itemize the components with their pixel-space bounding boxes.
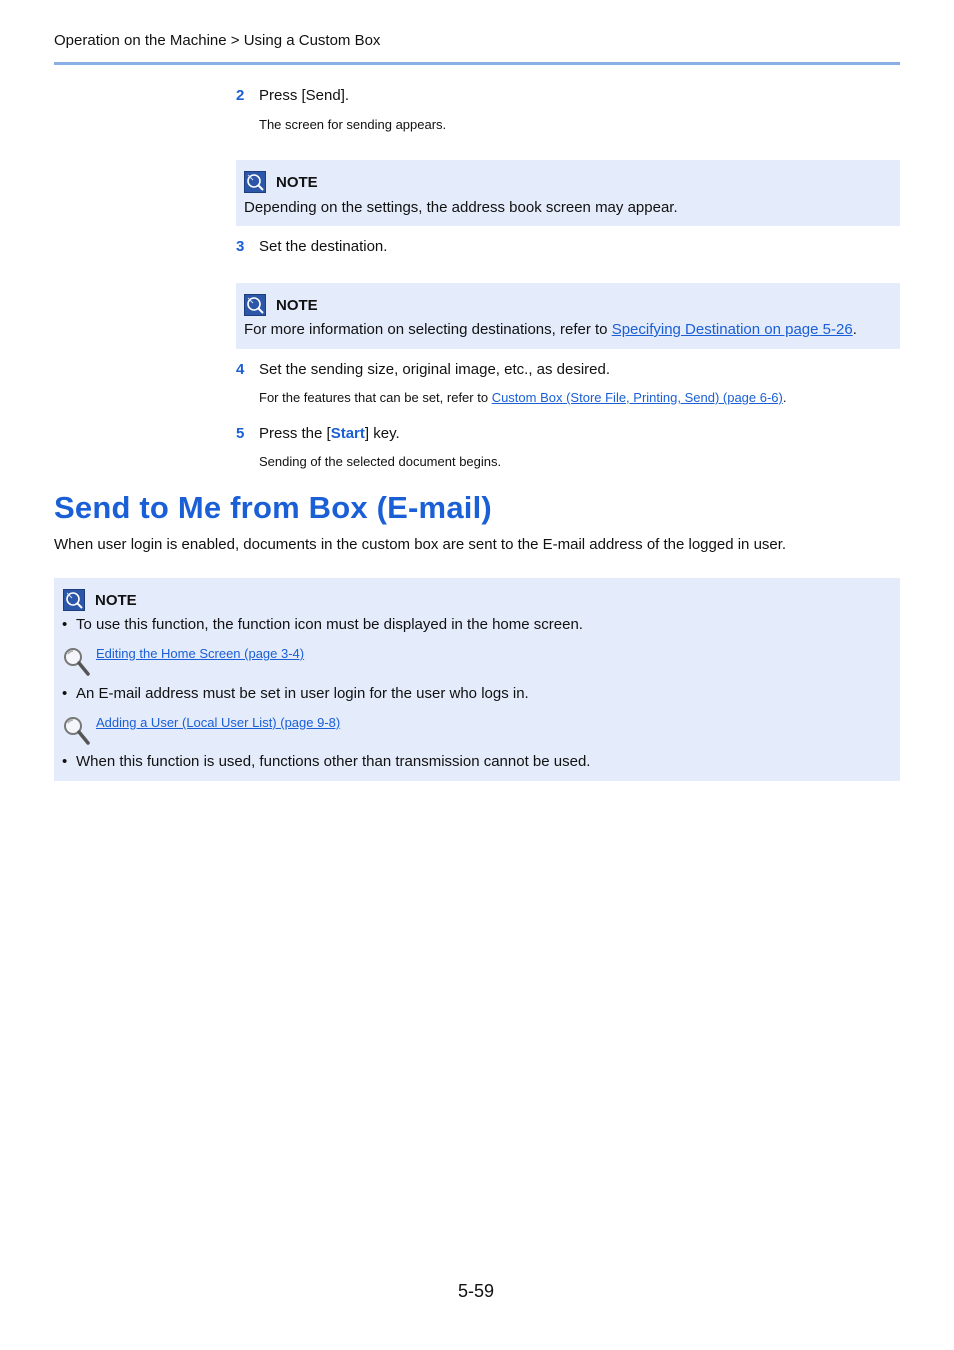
section-heading: Send to Me from Box (E-mail) bbox=[54, 490, 492, 525]
step-4-detail bbox=[259, 390, 787, 405]
header-breadcrumb: Operation on the Machine > Using a Custom Box bbox=[54, 32, 381, 49]
step-text-prefix: Press the [ bbox=[259, 425, 331, 442]
header-rule bbox=[54, 62, 900, 65]
step-4 bbox=[236, 361, 610, 378]
step-number: 5 bbox=[236, 425, 245, 442]
note-bullet bbox=[62, 685, 529, 702]
reference-link-row bbox=[62, 646, 304, 678]
step-text: Press [Send]. bbox=[259, 87, 350, 104]
step-number: 3 bbox=[236, 238, 245, 255]
bullet-mark: • bbox=[62, 753, 68, 770]
note-box bbox=[236, 160, 900, 226]
editing-home-screen-link[interactable]: Editing the Home Screen (page 3-4) bbox=[96, 646, 305, 661]
note-label: NOTE bbox=[276, 296, 318, 314]
step-2-detail: The screen for sending appears. bbox=[259, 117, 447, 132]
note-icon bbox=[244, 171, 266, 193]
step-text: Set the destination. bbox=[259, 238, 388, 255]
note-text-suffix: . bbox=[852, 321, 857, 338]
step-5-detail: Sending of the selected document begins. bbox=[259, 454, 502, 469]
note-label: NOTE bbox=[95, 591, 137, 609]
note-box bbox=[236, 283, 900, 349]
note-box bbox=[54, 578, 900, 781]
note-text bbox=[244, 321, 857, 338]
magnifier-icon bbox=[62, 715, 92, 747]
note-bullet bbox=[62, 753, 590, 770]
step-3 bbox=[236, 238, 387, 255]
bullet-text: When this function is used, functions other than transmission cannot be used. bbox=[76, 753, 591, 770]
bullet-mark: • bbox=[62, 685, 68, 702]
step-5 bbox=[236, 425, 400, 442]
note-text: Depending on the settings, the address book screen may appear. bbox=[244, 199, 678, 216]
bullet-mark: • bbox=[62, 616, 68, 633]
section-intro: When user login is enabled, documents in the custom box are sent to the E-mail address of the logged in user. bbox=[54, 536, 787, 553]
note-label: NOTE bbox=[276, 173, 318, 191]
step-4-detail-suffix: . bbox=[782, 390, 787, 405]
step-number: 2 bbox=[236, 87, 245, 104]
bullet-text: To use this function, the function icon must be displayed in the home screen. bbox=[76, 616, 583, 633]
custom-box-link[interactable]: Custom Box (Store File, Printing, Send) (page 6-6) bbox=[491, 390, 783, 405]
note-icon bbox=[244, 294, 266, 316]
bullet-text: An E-mail address must be set in user login for the user who logs in. bbox=[76, 685, 529, 702]
note-icon bbox=[63, 589, 85, 611]
magnifier-icon bbox=[62, 646, 92, 678]
adding-user-link[interactable]: Adding a User (Local User List) (page 9-8) bbox=[96, 715, 341, 730]
note-header bbox=[63, 589, 137, 611]
start-key-label: Start bbox=[330, 425, 365, 442]
step-text: Set the sending size, original image, etc., as desired. bbox=[259, 361, 611, 378]
step-number: 4 bbox=[236, 361, 245, 378]
page-number: 5-59 bbox=[458, 1281, 495, 1301]
step-4-detail-prefix: For the features that can be set, refer to bbox=[259, 390, 492, 405]
reference-link-row bbox=[62, 715, 340, 747]
note-bullet bbox=[62, 616, 583, 633]
specifying-destination-link[interactable]: Specifying Destination on page 5-26 bbox=[611, 321, 853, 338]
step-2 bbox=[236, 87, 349, 104]
step-text-suffix: ] key. bbox=[364, 425, 400, 442]
note-text-prefix: For more information on selecting destinations, refer to bbox=[244, 321, 612, 338]
